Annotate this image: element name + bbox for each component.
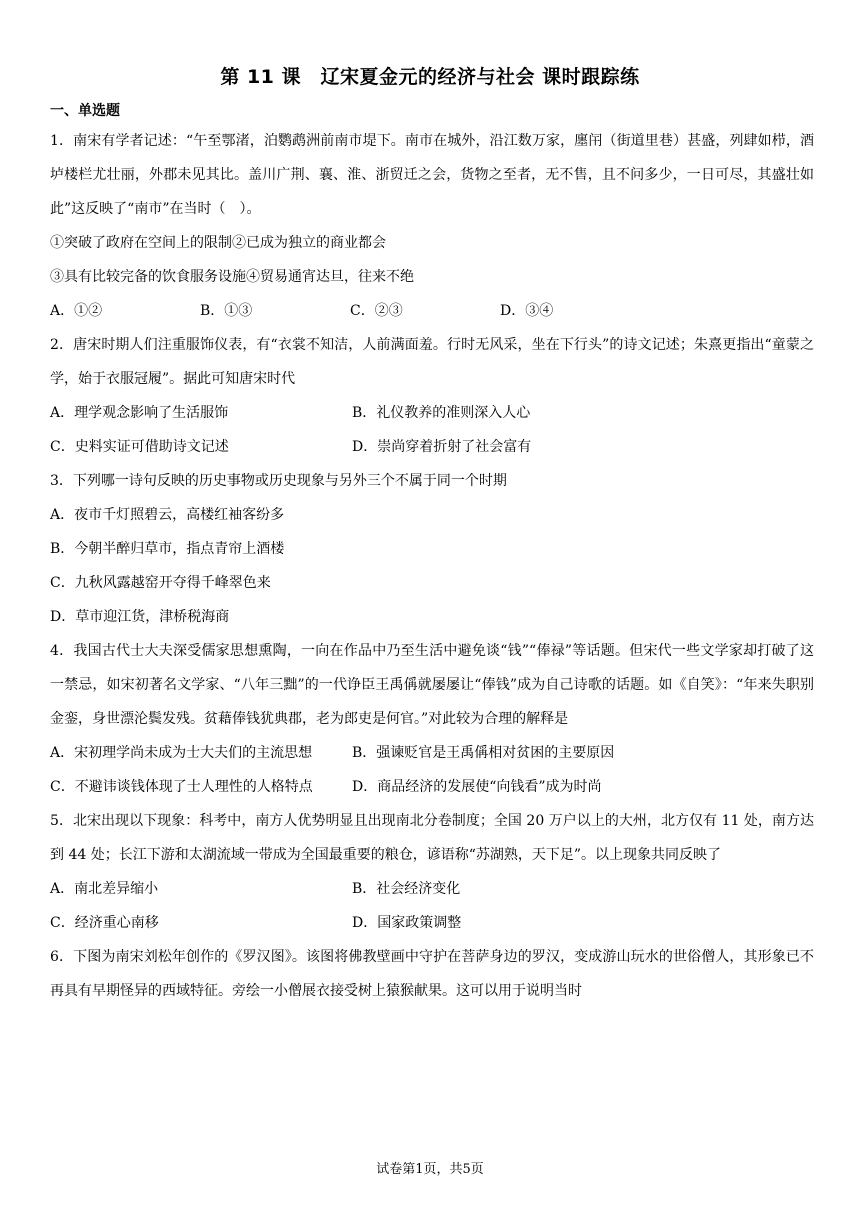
question-1-statement-line-2: ③具有比较完备的饮食服务设施④贸易通宵达旦，往来不绝 (50, 269, 414, 285)
question-1-option-c[interactable]: C．②③ (350, 303, 403, 319)
question-2-stem: 2．唐宋时期人们注重服饰仪表，有“衣裳不知洁，人前满面羞。行时无风采，坐在下行头”的诗文记述；朱熹更指出“童蒙之学，始于衣服冠履”。据此可知唐宋时代 (50, 337, 814, 387)
question-4-option-d[interactable]: D．商品经济的发展使“向钱看”成为时尚 (352, 779, 602, 795)
question-1-stem: 1．南宋有学者记述：“午至鄂渚，泊鹦鹉洲前南市堤下。南市在城外，沿江数万家，廛闬（街道里巷）甚盛，列肆如栉，酒垆楼栏尤壮丽，外郡未见其比。盖川广荆、襄、淮、浙贸迁之会，货物之至者，无不售，且不问多少，一日可尽，其盛壮如此”这反映了“南市”在当时（ ）。 (50, 133, 814, 217)
question-5-options-row-1 (50, 872, 814, 906)
question-5-stem: 5．北宋出现以下现象：科考中，南方人优势明显且出现南北分卷制度；全国 20 万户以上的大州，北方仅有 11 处，南方达到 44 处；长江下游和太湖流域一带成为全国最重要的粮仓，谚语称“苏湖熟，天下足”。以上现象共同反映了 (50, 813, 814, 863)
question-1-option-d[interactable]: D．③④ (500, 303, 554, 319)
question-2-option-b[interactable]: B．礼仪教养的准则深入人心 (352, 405, 531, 421)
question-2-option-a[interactable]: A．理学观念影响了生活服饰 (50, 405, 229, 421)
question-4-option-a[interactable]: A．宋初理学尚未成为士大夫们的主流思想 (50, 745, 313, 761)
question-5-option-b[interactable]: B．社会经济变化 (352, 881, 461, 897)
question-3-stem: 3．下列哪一诗句反映的历史事物或历史现象与另外三个不属于同一个时期 (50, 473, 507, 489)
question-2-options-row-2 (50, 430, 814, 464)
question-5-option-d[interactable]: D．国家政策调整 (352, 915, 462, 931)
question-6-stem: 6．下图为南宋刘松年创作的《罗汉图》。该图将佛教壁画中守护在菩萨身边的罗汉，变成游山玩水的世俗僧人，其形象已不再具有早期怪异的西域特征。旁绘一小僧展衣接受树上猿猴献果。这可以用于说明当时 (50, 949, 814, 999)
section-heading: 一、单选题 (50, 103, 120, 119)
question-5-option-c[interactable]: C．经济重心南移 (50, 915, 159, 931)
question-1-option-a[interactable]: A．①② (50, 303, 103, 319)
question-1-statement-line-1: ①突破了政府在空间上的限制②已成为独立的商业都会 (50, 235, 386, 251)
question-3-option-c[interactable]: C．九秋风露越窑开夺得千峰翠色来 (50, 575, 271, 591)
page-title: 第 11 课 辽宋夏金元的经济与社会 课时跟踪练 (220, 66, 640, 88)
question-2-option-d[interactable]: D．崇尚穿着折射了社会富有 (352, 439, 532, 455)
question-1-option-b[interactable]: B．①③ (200, 303, 253, 319)
question-4-stem: 4．我国古代士大夫深受儒家思想熏陶，一向在作品中乃至生活中避免谈“钱”“俸禄”等话题。但宋代一些文学家却打破了这一禁忌，如宋初著名文学家、“八年三黜”的一代诤臣王禹偁就屡屡让“俸钱”成为自己诗歌的话题。如《自笑》：“年来失职别金銮，身世漂沦鬓发残。贫藉俸钱犹典郡，老为郎吏是何官。”对此较为合理的解释是 (50, 643, 814, 727)
page-footer: 试卷第1页，共5页 (376, 1162, 484, 1177)
question-5-option-a[interactable]: A．南北差异缩小 (50, 881, 159, 897)
question-2-option-c[interactable]: C．史料实证可借助诗文记述 (50, 439, 229, 455)
question-3-option-b[interactable]: B．今朝半醉归草市，指点青帘上酒楼 (50, 541, 285, 557)
question-3-option-d[interactable]: D．草市迎江货，津桥税海商 (50, 609, 230, 625)
question-4-option-c[interactable]: C．不避讳谈钱体现了士人理性的人格特点 (50, 779, 313, 795)
question-4-options-row-1 (50, 736, 814, 770)
question-4-option-b[interactable]: B．强谏贬官是王禹偁相对贫困的主要原因 (352, 745, 615, 761)
question-5-options-row-2 (50, 906, 814, 940)
question-3-option-a[interactable]: A．夜市千灯照碧云，高楼红袖客纷多 (50, 507, 285, 523)
questions-body (50, 124, 814, 1008)
question-2-options-row-1 (50, 396, 814, 430)
question-4-options-row-2 (50, 770, 814, 804)
question-1-options (50, 294, 814, 328)
